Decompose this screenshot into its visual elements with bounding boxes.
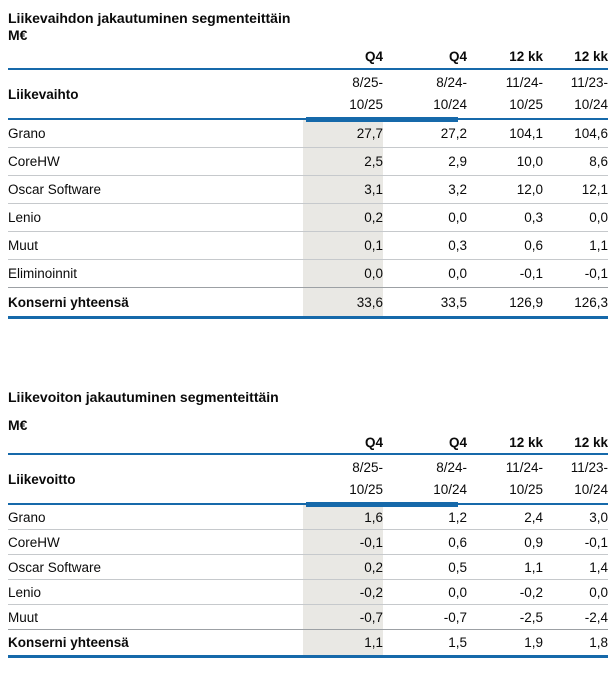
value-cell: 126,3 (574, 294, 608, 310)
table1-title: Liikevaihdon jakautuminen segmenteittäin (8, 10, 291, 26)
value-cell: -0,7 (303, 605, 383, 629)
period-range (543, 72, 608, 116)
table-row (8, 120, 608, 148)
value-cell: 3,2 (448, 182, 467, 197)
value-cell: 3,1 (303, 176, 383, 203)
value-cell: 0,0 (589, 584, 608, 600)
value-cell: -0,7 (443, 609, 467, 625)
segment-name: Grano (8, 509, 46, 525)
value-cell: 1,6 (303, 505, 383, 529)
period-range (467, 457, 543, 501)
value-cell: 1,2 (448, 509, 467, 525)
value-cell: 1,9 (524, 635, 543, 650)
value-cell: 0,0 (589, 210, 608, 225)
table-row (8, 530, 608, 555)
table-row (8, 176, 608, 204)
value-cell: 27,7 (303, 120, 383, 147)
segment-name: Lenio (8, 584, 42, 600)
column-header-12kk-prior: 12 kk (574, 49, 608, 64)
total-label: Konserni yhteensä (8, 635, 129, 650)
value-cell: 12,1 (581, 182, 608, 197)
column-header-q4-current: Q4 (364, 49, 383, 64)
segment-name: Oscar Software (8, 182, 102, 197)
value-cell: 2,4 (524, 509, 543, 525)
total-label: Konserni yhteensä (8, 294, 129, 310)
value-cell: 0,3 (524, 210, 543, 225)
segment-name: Muut (8, 238, 39, 253)
column-header-q4-current: Q4 (364, 435, 383, 450)
period-range (303, 457, 383, 501)
period-line2: 10/25 (349, 482, 383, 497)
value-cell: -0,1 (584, 534, 608, 550)
period-line1: 11/23- (570, 75, 608, 90)
period-line1: 8/24- (436, 75, 467, 90)
period-range (467, 72, 543, 116)
table-row (8, 260, 608, 288)
operating-profit-table-section (8, 389, 608, 658)
segment-name: Oscar Software (8, 559, 102, 575)
value-cell: 0,6 (524, 238, 543, 253)
table2-period-row (8, 455, 608, 503)
value-cell: -2,5 (519, 609, 543, 625)
table1-period-row (8, 70, 608, 118)
table-bottom-rule (8, 316, 608, 319)
table2-unit-label: M€ (8, 417, 28, 433)
value-cell: 1,4 (589, 559, 608, 575)
value-cell: 1,5 (448, 635, 467, 650)
period-range (383, 72, 467, 116)
segment-name: Grano (8, 126, 46, 141)
period-line1: 8/24- (436, 460, 467, 475)
period-line2: 10/24 (433, 482, 467, 497)
value-cell: -0,1 (303, 530, 383, 554)
table2-column-header-row (8, 434, 608, 453)
period-range (383, 457, 467, 501)
table-row (8, 505, 608, 530)
value-cell: 126,9 (509, 294, 543, 310)
section-label: Liikevoitto (8, 471, 76, 487)
segment-name: CoreHW (8, 154, 60, 169)
value-cell: 1,1 (524, 559, 543, 575)
table-row (8, 605, 608, 630)
column-header-12kk-current: 12 kk (509, 435, 543, 450)
table-row (8, 580, 608, 605)
table-row (8, 204, 608, 232)
period-line1: 11/24- (505, 75, 543, 90)
value-cell: 0,3 (448, 238, 467, 253)
table-row (8, 148, 608, 176)
period-line1: 8/25- (352, 75, 383, 90)
value-cell: -2,4 (584, 609, 608, 625)
value-cell: -0,1 (519, 266, 543, 281)
value-cell: 0,0 (303, 260, 383, 287)
period-range (543, 457, 608, 501)
period-range (303, 72, 383, 116)
value-cell: 10,0 (516, 154, 543, 169)
value-cell: 2,9 (448, 154, 467, 169)
value-cell: 104,6 (574, 126, 608, 141)
period-line2: 10/24 (574, 482, 608, 497)
value-cell: 1,1 (589, 238, 608, 253)
period-line1: 11/23- (570, 460, 608, 475)
column-header-q4-prior: Q4 (448, 435, 467, 450)
column-header-12kk-current: 12 kk (509, 49, 543, 64)
section-label: Liikevaihto (8, 86, 79, 102)
column-header-q4-prior: Q4 (448, 49, 467, 64)
value-cell: -0,2 (519, 584, 543, 600)
revenue-table-section (8, 10, 608, 319)
total-row (8, 288, 608, 316)
value-cell: 33,6 (303, 288, 383, 316)
value-cell: 0,0 (448, 210, 467, 225)
value-cell: 0,6 (448, 534, 467, 550)
period-line2: 10/25 (349, 97, 383, 112)
segment-name: CoreHW (8, 534, 60, 550)
table1-unit-label: M€ (8, 27, 28, 43)
period-line2: 10/24 (433, 97, 467, 112)
column-header-12kk-prior: 12 kk (574, 435, 608, 450)
period-line2: 10/25 (509, 97, 543, 112)
value-cell: 12,0 (516, 182, 543, 197)
period-rule (8, 118, 608, 120)
value-cell: 0,0 (448, 266, 467, 281)
table2-title: Liikevoiton jakautuminen segmenteittäin (8, 389, 279, 405)
value-cell: 0,2 (303, 204, 383, 231)
value-cell: 1,8 (589, 635, 608, 650)
value-cell: 8,6 (589, 154, 608, 169)
value-cell: 27,2 (440, 126, 467, 141)
value-cell: 0,2 (303, 555, 383, 579)
period-line2: 10/25 (509, 482, 543, 497)
value-cell: 3,0 (589, 509, 608, 525)
highlight-rule-segment (306, 502, 458, 507)
period-line2: 10/24 (574, 97, 608, 112)
value-cell: 0,0 (448, 584, 467, 600)
value-cell: 33,5 (440, 294, 467, 310)
period-line1: 8/25- (352, 460, 383, 475)
table-bottom-rule (8, 655, 608, 658)
period-rule (8, 503, 608, 505)
period-line1: 11/24- (505, 460, 543, 475)
value-cell: 0,5 (448, 559, 467, 575)
value-cell: 1,1 (303, 630, 383, 655)
total-row (8, 630, 608, 655)
value-cell: 0,9 (524, 534, 543, 550)
value-cell: -0,2 (303, 580, 383, 604)
highlight-rule-segment (306, 117, 458, 122)
table1-column-header-row (8, 44, 608, 68)
segment-name: Muut (8, 609, 39, 625)
table-row (8, 555, 608, 580)
value-cell: 0,1 (303, 232, 383, 259)
segment-name: Eliminoinnit (8, 266, 78, 281)
value-cell: 2,5 (303, 148, 383, 175)
segment-name: Lenio (8, 210, 42, 225)
value-cell: 104,1 (509, 126, 543, 141)
table-row (8, 232, 608, 260)
value-cell: -0,1 (584, 266, 608, 281)
